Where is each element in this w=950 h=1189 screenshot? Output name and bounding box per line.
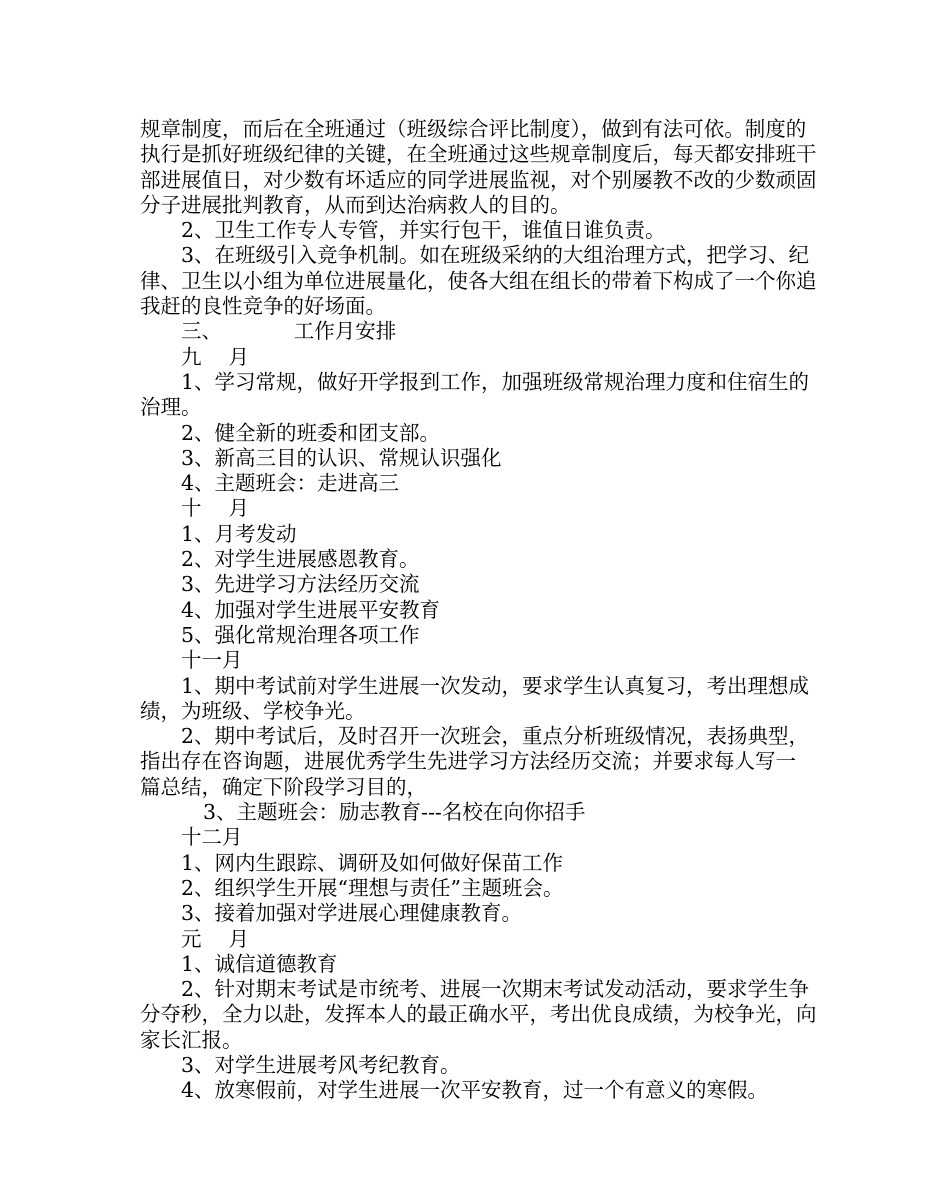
paragraph-competition: 3、在班级引入竞争机制。如在班级采纳的大组治理方式，把学习、纪律、卫生以小组为单位进展量化，使各大组在组长的带着下构成了一个你追我赶的良性竞争的好场面。 <box>140 243 817 319</box>
list-item: 4、放寒假前，对学生进展一次平安教育，过一个有意义的寒假。 <box>181 1078 769 1103</box>
month-heading-september: 九 月 <box>181 344 250 369</box>
month-heading-november: 十一月 <box>181 648 243 673</box>
list-item: 1、月考发动 <box>181 521 297 546</box>
list-item: 3、先进学习方法经历交流 <box>181 572 420 597</box>
list-item: 3、接着加强对学进展心理健康教育。 <box>181 901 523 926</box>
list-item: 2、对学生进展感恩教育。 <box>181 547 420 572</box>
list-item: 5、强化常规治理各项工作 <box>181 622 420 647</box>
list-item: 3、主题班会：励志教育---名校在向你招手 <box>203 800 586 825</box>
list-item: 3、新高三目的认识、常规认识强化 <box>181 445 502 470</box>
paragraph-rules-continuation: 规章制度，而后在全班通过（班级综合评比制度），做到有法可依。制度的执行是抓好班级纪律的关键，在全班通过这些规章制度后，每天都安排班干部进展值日，对少数有坏适应的同学进展监视，对个别屡教不改的少数顽固分子进展批判教育，从而到达治病救人的目的。 <box>140 117 817 217</box>
paragraph-hygiene: 2、卫生工作专人专管，并实行包干，谁值日谁负责。 <box>181 218 666 243</box>
list-item: 1、诚信道德教育 <box>181 951 338 976</box>
section-heading-monthly-plan: 三、 工作月安排 <box>181 319 397 344</box>
month-heading-october: 十 月 <box>181 496 250 521</box>
list-item: 2、健全新的班委和团支部。 <box>181 420 441 445</box>
list-item: 4、主题班会：走进高三 <box>181 471 400 496</box>
month-heading-january: 元 月 <box>181 926 250 951</box>
list-item: 2、组织学生开展“理想与责任”主题班会。 <box>181 875 564 900</box>
list-item: 3、对学生进展考风考纪教育。 <box>181 1052 461 1077</box>
month-heading-december: 十二月 <box>181 825 243 850</box>
list-item: 4、加强对学生进展平安教育 <box>181 597 441 622</box>
list-item: 1、网内生跟踪、调研及如何做好保苗工作 <box>181 850 564 875</box>
document-body <box>140 117 820 1104</box>
list-item: 1、期中考试前对学生进展一次发动，要求学生认真复习，考出理想成绩，为班级、学校争光。 <box>140 673 810 723</box>
list-item: 2、期中考试后，及时召开一次班会，重点分析班级情况，表扬典型，指出存在咨询题，进展优秀学生先进学习方法经历交流；并要求每人写一篇总结，确定下阶段学习目的， <box>140 724 810 799</box>
list-item: 1、学习常规，做好开学报到工作，加强班级常规治理力度和住宿生的治理。 <box>140 369 810 420</box>
list-item: 2、针对期末考试是市统考、进展一次期末考试发动活动，要求学生争分夺秒，全力以赴，发挥本人的最正确水平，考出优良成绩，为校争光，向家长汇报。 <box>140 977 817 1052</box>
